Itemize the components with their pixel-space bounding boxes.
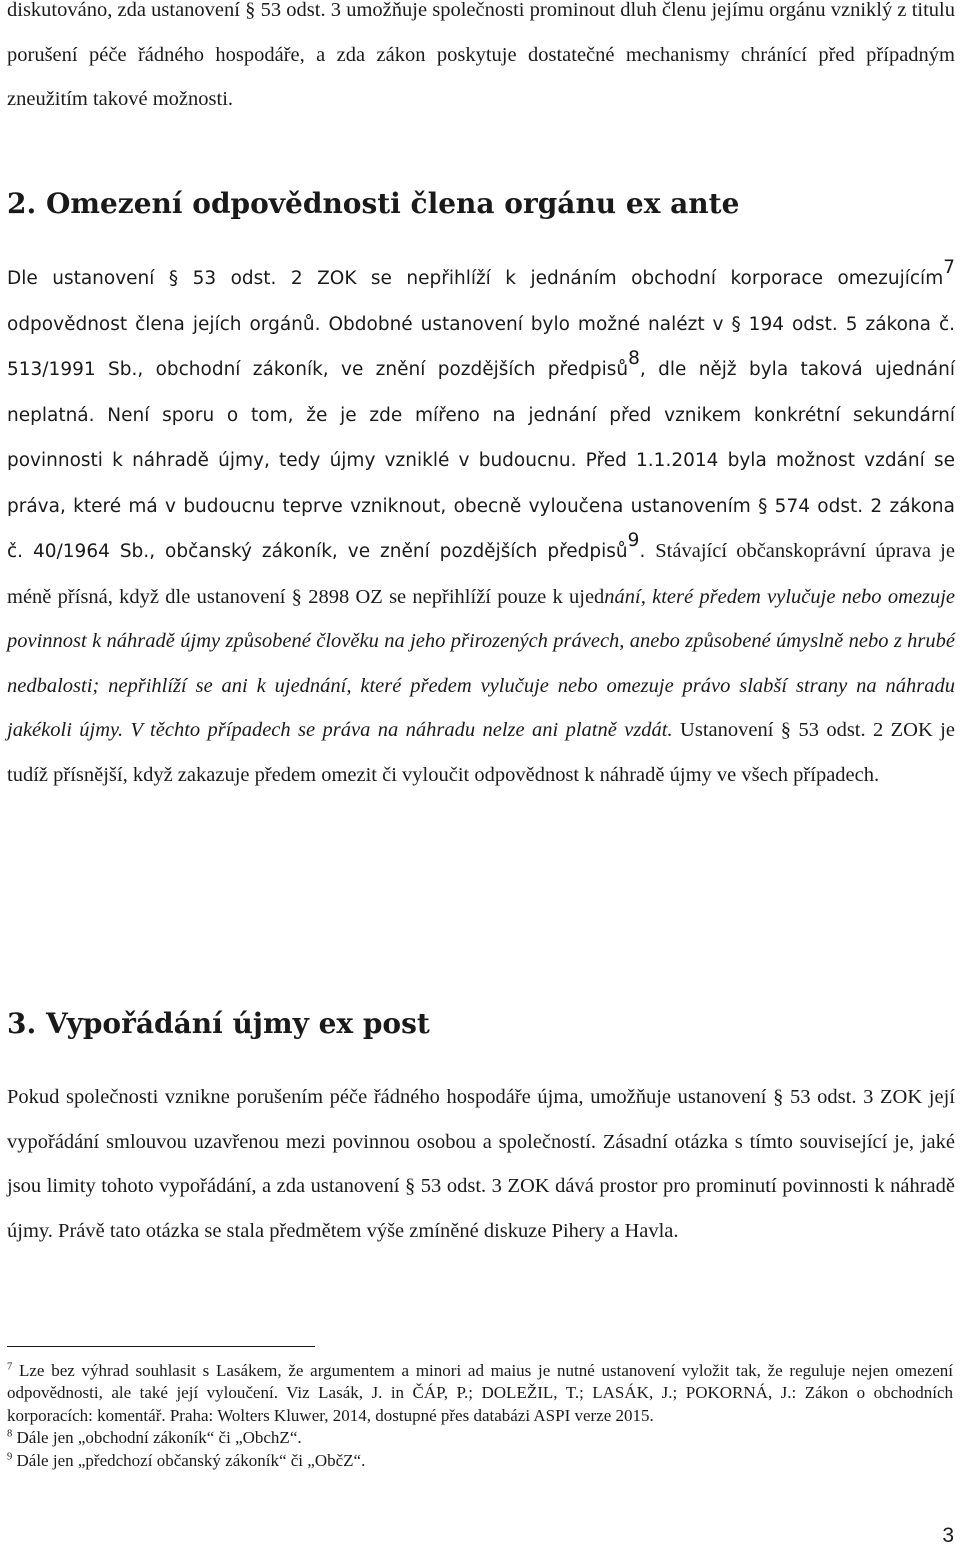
footnote-number: 9 — [7, 1450, 13, 1462]
section-2-text-j: Ustanovení § 53 odst. 2 ZOK je tudíž přísnější, když zakazuje předem omezit či vyloučit odpovědnost k náhradě újmy ve všech případech. — [7, 719, 955, 786]
footnote-text: Dále jen „obchodní zákoník“ či „ObchZ“. — [12, 1428, 302, 1448]
page-number: 3 — [942, 1524, 954, 1547]
footnote-9 — [7, 1450, 953, 1472]
footnote-ref-8: 8 — [628, 348, 640, 370]
section-2-text-h: Stávající občanskoprávní úprava je méně přísná, když dle ustanovení § 2898 OZ se nepřihlíží pouze k ujed — [7, 540, 955, 608]
section-2-text-a: Dle ustanovení § 53 odst. 2 ZOK se nepřihlíží k jednáním obchodní korporace omezujícím — [7, 268, 944, 289]
section-2-text-g: . — [639, 541, 656, 562]
section-2-text-d: , dle nějž byla taková ujednání neplatná. — [7, 359, 956, 426]
footnote-text: Dále jen „předchozí občanský zákoník“ či „ObčZ“. — [12, 1450, 366, 1470]
footnote-ref-7: 7 — [943, 257, 955, 279]
footnote-text: Lze bez výhrad souhlasit s Lasákem, že argumentem a minori ad maius je nutné ustanovení vyložit tak, že reguluje nejen omezení odpovědnosti, ale také její vyloučení. Viz Lasák, J. in ČÁP, P.; DOLEŽIL, T.; LASÁK, J.; POKORNÁ, J.: Zákon o obchodních korporacích: komentář. Praha: Wolters Kluwer, 2014, dostupné přes databázi ASPI verze 2015. — [7, 1361, 953, 1425]
section-2-paragraph — [7, 256, 955, 797]
paragraph-intro-text: diskutováno, zda ustanovení § 53 odst. 3 umožňuje společnosti prominout dluh členu jejímu orgánu vzniklý z titulu porušení péče řádného hospodáře, a zda zákon poskytuje dostatečné mechanismy chránící před případným zneužitím takové možnosti. — [7, 0, 955, 110]
section-3-paragraph — [7, 1075, 955, 1253]
section-2-text-e: Není sporu o tom, že je zde mířeno na jednání před vznikem konkrétní sekundární povinnosti k náhradě újmy, tedy újmy vzniklé v budoucnu. Před 1.1.2014 byla možnost vzdání se práva, které má v budoucnu teprve vzniknout, obecně vyloučena ustanovením § 574 odst. 2 zákona č. 40/1964 Sb. — [7, 404, 955, 562]
section-2-text-c: , obchodní zákoník, ve znění pozdějších předpisů — [137, 359, 629, 380]
section-2-heading: 2. Omezení odpovědnosti člena orgánu ex ante — [7, 187, 740, 220]
section-3-heading: 3. Vypořádání újmy ex post — [7, 1007, 430, 1040]
footnote-separator — [7, 1346, 315, 1347]
footnote-number: 8 — [7, 1428, 13, 1440]
footnote-8 — [7, 1427, 953, 1449]
section-2-quote: nání, které předem vylučuje nebo omezuje povinnost k náhradě újmy způsobené člověku na jeho přirozených právech, anebo způsobené úmyslně nebo z hrubé nedbalosti; nepřihlíží se ani k ujednání, které předem vylučuje nebo omezuje právo slabší strany na náhradu jakékoli újmy. V těchto případech se práva na náhradu nelze ani platně vzdát. — [7, 585, 955, 741]
section-2-text-b: odpovědnost člena jejích orgánů. Obdobné ustanovení bylo možné nalézt v § 194 odst. 5 zákona č. 513/1991 Sb. — [7, 313, 955, 380]
footnote-ref-9: 9 — [627, 530, 640, 552]
footnote-number: 7 — [7, 1361, 13, 1373]
section-2-text-f: , občanský zákoník, ve znění pozdějších předpisů — [149, 541, 628, 562]
footnote-7 — [7, 1360, 953, 1427]
paragraph-intro — [7, 0, 955, 122]
footnotes — [7, 1360, 953, 1472]
section-3-text: Pokud společnosti vznikne porušením péče řádného hospodáře újma, umožňuje ustanovení § 53 odst. 3 ZOK její vypořádání smlouvou uzavřenou mezi povinnou osobou a společností. Zásadní otázka s tímto související je, jaké jsou limity tohoto vypořádání, a zda ustanovení § 53 odst. 3 ZOK dává prostor pro prominutí povinnosti k náhradě újmy. Právě tato otázka se stala předmětem výše zmíněné diskuze Pihery a Havla. — [7, 1086, 955, 1242]
